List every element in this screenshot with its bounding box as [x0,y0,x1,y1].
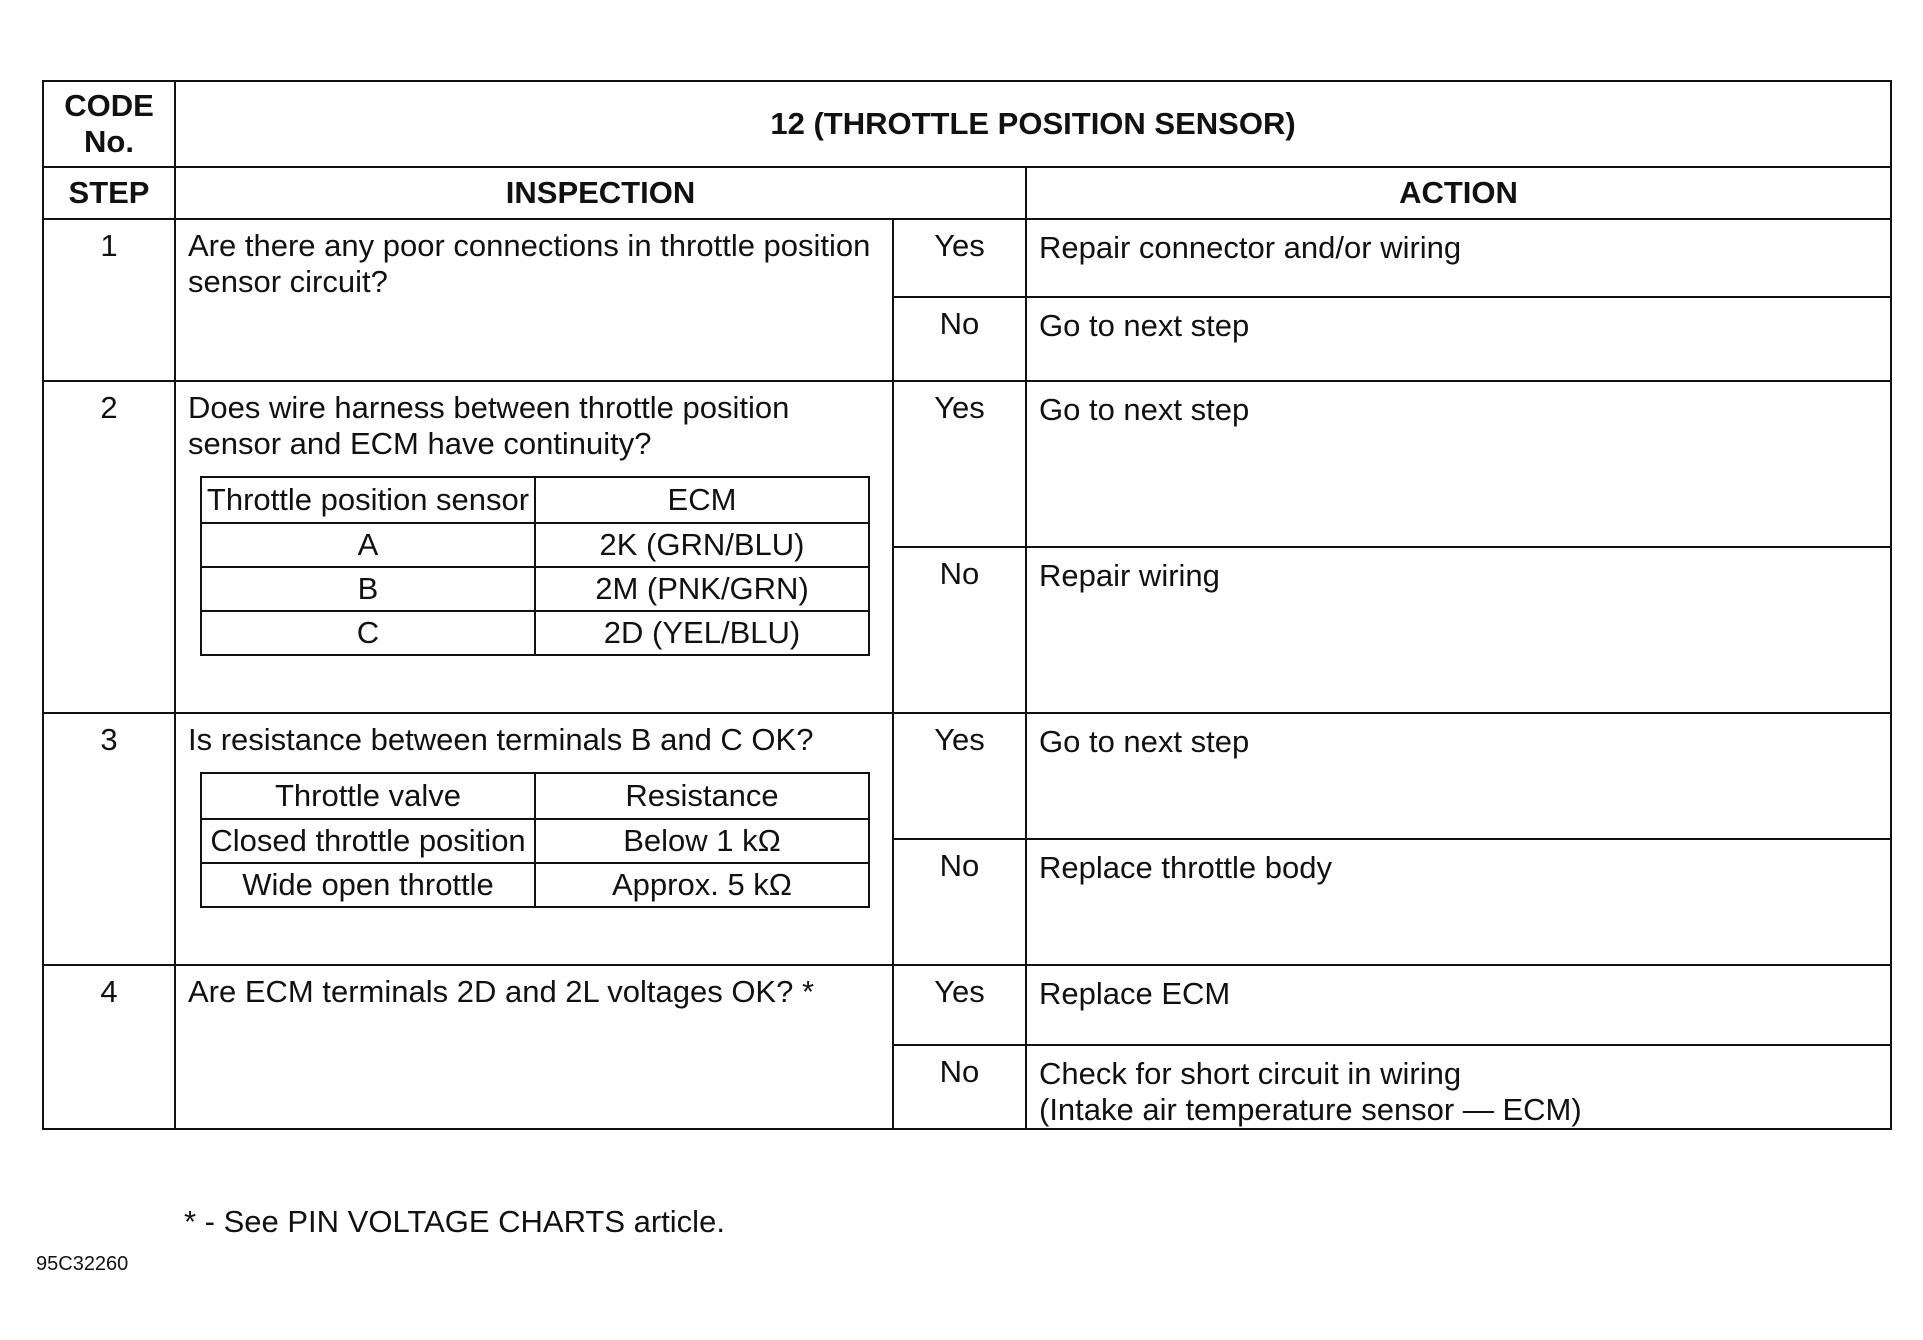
action-header: ACTION [1026,167,1891,219]
inspection-text: Are there any poor connections in throttle position sensor circuit? [175,219,893,381]
continuity-table [200,476,870,656]
step-number: 3 [43,713,175,965]
table-title-row [43,81,1891,167]
step-number: 2 [43,381,175,713]
no-label: No [893,297,1026,381]
subtable-header: ECM [535,477,869,523]
diagnostic-table [42,80,1892,1130]
inspection-cell [175,381,893,713]
yes-label: Yes [893,965,1026,1045]
subtable-cell: Below 1 kΩ [535,819,869,863]
no-action [1026,1045,1891,1129]
subtable-header: Throttle position sensor [206,482,530,517]
no-action: Repair wiring [1026,547,1891,713]
subtable-cell: Wide open throttle [201,863,535,907]
no-label: No [893,547,1026,713]
resistance-table [200,772,870,908]
no-action-line: Check for short circuit in wiring [1039,1056,1462,1091]
yes-label: Yes [893,381,1026,547]
subtable-cell: Closed throttle position [201,819,535,863]
subtable-row [201,863,869,907]
table-row [43,965,1891,1045]
subtable-cell: B [201,567,535,611]
inspection-text: Is resistance between terminals B and C OK? [188,722,814,757]
subtable-cell: 2K (GRN/BLU) [535,523,869,567]
inspection-header: INSPECTION [175,167,1026,219]
inspection-text: Does wire harness between throttle position sensor and ECM have continuity? [188,390,790,461]
subtable-header: Resistance [535,773,869,819]
step-number: 4 [43,965,175,1129]
yes-action: Go to next step [1026,713,1891,839]
step-number: 1 [43,219,175,381]
no-action: Go to next step [1026,297,1891,381]
table-row [43,219,1891,297]
subtable-cell: C [201,611,535,655]
yes-label: Yes [893,219,1026,297]
footnote: * - See PIN VOLTAGE CHARTS article. [184,1204,725,1239]
table-row [43,713,1891,839]
no-label: No [893,1045,1026,1129]
subtable-row [201,567,869,611]
yes-action: Replace ECM [1026,965,1891,1045]
yes-label: Yes [893,713,1026,839]
subtable-row [201,819,869,863]
code-title: 12 (THROTTLE POSITION SENSOR) [175,81,1891,167]
yes-action: Repair connector and/or wiring [1026,219,1891,297]
subtable-cell: A [201,523,535,567]
code-no-label: CODE No. [43,81,175,167]
no-action-line: (Intake air temperature sensor — ECM) [1039,1092,1582,1127]
yes-action: Go to next step [1026,381,1891,547]
subtable-cell: Approx. 5 kΩ [535,863,869,907]
step-header: STEP [43,167,175,219]
subtable-row [201,523,869,567]
no-label: No [893,839,1026,965]
figure-id: 95C32260 [36,1253,129,1275]
table-header-row [43,167,1891,219]
subtable-cell: 2D (YEL/BLU) [535,611,869,655]
no-action: Replace throttle body [1026,839,1891,965]
subtable-row [201,611,869,655]
inspection-cell [175,713,893,965]
table-row [43,381,1891,547]
subtable-header: Throttle valve [274,778,462,813]
inspection-text: Are ECM terminals 2D and 2L voltages OK? * [175,965,893,1129]
subtable-cell: 2M (PNK/GRN) [535,567,869,611]
